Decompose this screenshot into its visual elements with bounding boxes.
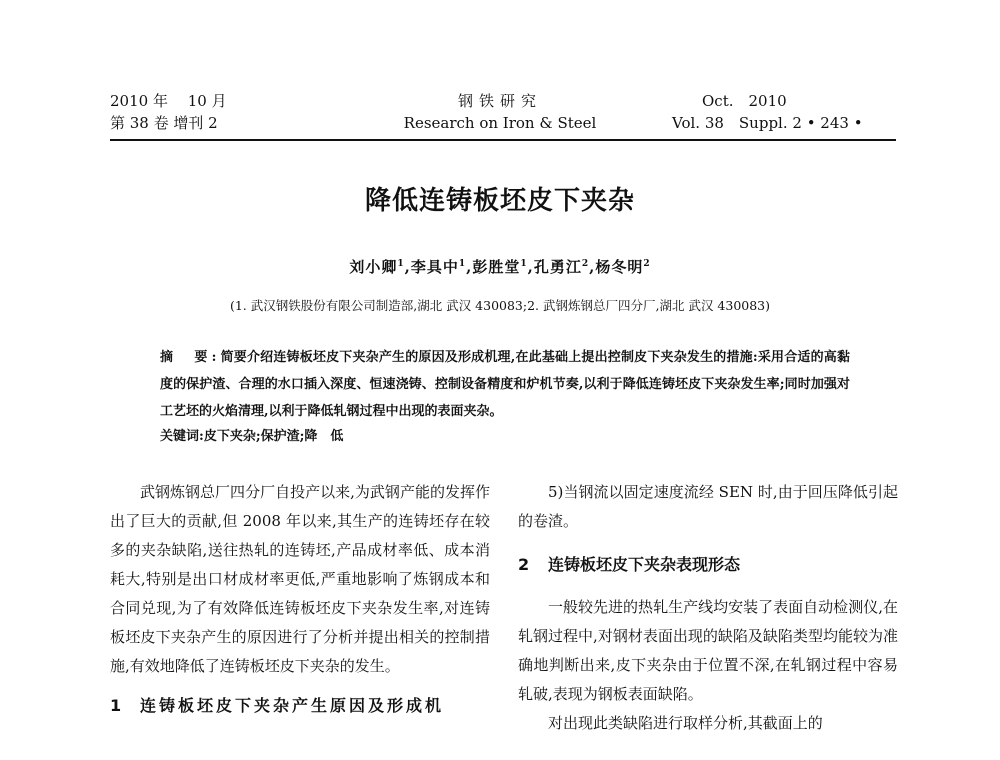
abstract-text: 简要介绍连铸板坯皮下夹杂产生的原因及形成机理,在此基础上提出控制皮下夹杂发生的措施:采用合适的高黏度的保护渣、合理的水口插入深度、恒速浇铸、控制设备精度和炉机节奏,以利于降低连铸坯皮下夹杂发生率;同时加强对工艺坯的火焰清理,以利于降低轧钢过程中出现的表面夹杂。 (160, 350, 850, 419)
author-affil-mark: 1 (397, 259, 405, 269)
section-title: 连铸板坯皮下夹杂产生原因及形成机 (140, 696, 445, 715)
abstract (160, 344, 850, 425)
author-name: 彭胜堂 (472, 258, 521, 276)
header-center (360, 90, 640, 134)
journal-name-cn: 钢铁研究 (457, 92, 542, 110)
author-name: 李具中 (410, 258, 459, 276)
body-paragraph: 对出现此类缺陷进行取样分析,其截面上的 (548, 714, 823, 732)
header-volume-cn: 第 38 卷 增刊 2 (110, 114, 218, 132)
header-date-cn: 2010 年 10 月 (110, 92, 227, 110)
keywords-label: 关键词: (160, 429, 204, 444)
author-affil-mark: 2 (643, 259, 651, 269)
journal-name-en: Research on Iron & Steel (403, 114, 597, 132)
author-affil-mark: 2 (581, 259, 590, 269)
header-left (110, 90, 227, 134)
left-column (110, 478, 490, 720)
affiliation: (1. 武汉钢铁股份有限公司制造部,湖北 武汉 430083;2. 武钢炼钢总厂四分厂,湖北 武汉 430083) (229, 298, 771, 313)
author-affil-mark: 1 (520, 259, 528, 269)
author-name: 刘小卿 (349, 258, 398, 276)
list-item-5: 5)当钢流以固定速度流经 SEN 时,由于回压降低引起的卷渣。 (518, 483, 898, 530)
header-rule (110, 139, 896, 141)
body-paragraph: 一般较先进的热轧生产线均安装了表面自动检测仪,在轧钢过程中,对钢材表面出现的缺陷及缺陷类型均能较为准确地判断出来,皮下夹杂由于位置不深,在轧钢过程中容易轧破,表现为钢板表面缺陷。 (518, 598, 898, 703)
paper-title: 降低连铸板坯皮下夹杂 (364, 186, 635, 216)
keywords (160, 425, 850, 444)
author-name: 孔勇江 (533, 258, 582, 276)
keywords-text: 皮下夹杂;保护渣;降 低 (203, 429, 344, 444)
section-number: 1 (110, 696, 125, 715)
author-list: 刘小卿$^1$,李具中$^1$,彭胜堂$^1$,孔勇江$^2$,杨冬明$^2$ (349, 258, 651, 276)
section-number: 2 (518, 555, 530, 574)
section-2-heading (518, 550, 898, 579)
section-1-heading (110, 691, 490, 720)
right-column (518, 478, 898, 738)
header-right (672, 90, 898, 134)
author-affil-mark: 1 (458, 259, 467, 269)
intro-paragraph: 武钢炼钢总厂四分厂自投产以来,为武钢产能的发挥作出了巨大的贡献,但 2008 年以来,其生产的连铸坯存在较多的夹杂缺陷,送往热轧的连铸坯,产品成材率低、成本消耗大,特别是出口材成材率更低,严重地影响了炼钢成本和合同兑现,为了有效降低连铸板坯皮下夹杂发生率,对连铸板坯皮下夹杂产生的原因进行了分析并提出相关的控制措施,有效地降低了连铸板坯皮下夹杂的发生。 (110, 483, 490, 675)
abstract-label: 摘 要: (160, 350, 221, 365)
header-volume-en: Vol. 38 Suppl. 2 • 243 • (672, 114, 863, 132)
section-title: 连铸板坯皮下夹杂表现形态 (548, 555, 741, 574)
author-name: 杨冬明 (595, 258, 644, 276)
header-date-en: Oct. 2010 (702, 92, 787, 110)
